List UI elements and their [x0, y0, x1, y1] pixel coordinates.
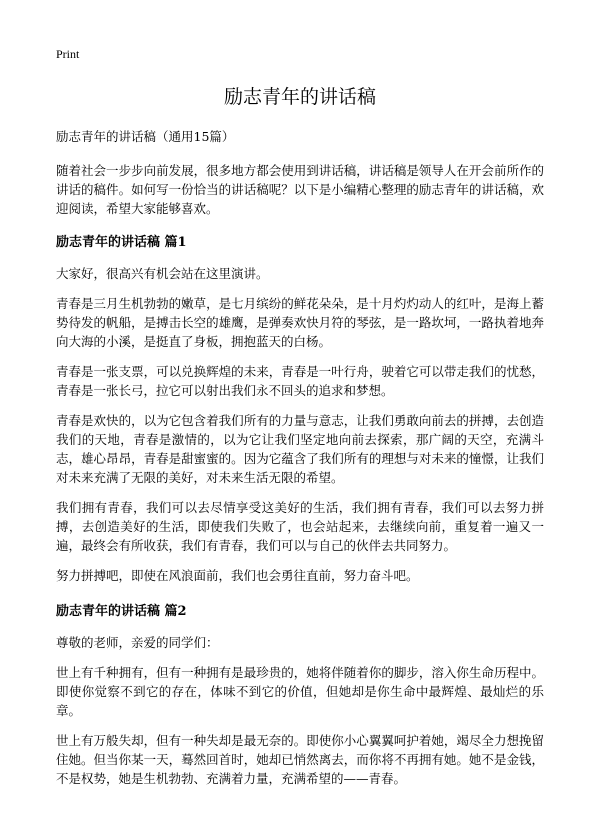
section-1-paragraph-5: 我们拥有青春，我们可以去尽情享受这美好的生活，我们拥有青春，我们可以去努力拼搏，去创造美好的生活，即使我们失败了，也会站起来，去继续向前，重复着一遍又一遍，最终会有所收获，我们有青春，我们可以与自己的伙伴去共同努力。	[56, 500, 544, 553]
section-1-paragraph-1: 大家好，很高兴有机会站在这里演讲。	[56, 266, 269, 281]
section-1-paragraph-4: 青春是欢快的，以为它包含着我们所有的力量与意志，让我们勇敢向前去的拼搏，去创造我们的天地，青春是激情的，以为它让我们坚定地向前去探索，那广阔的天空，充满斗志，雄心昂昂，青春是甜蜜蜜的。因为它蕴含了我们所有的理想与对未来的憧憬，让我们对未来充满了无限的美好，对未来生活无限的希望。	[56, 413, 544, 485]
section-heading-2: 励志青年的讲话稿 篇2	[56, 604, 187, 619]
section-1-paragraph-2: 青春是三月生机勃勃的嫩草，是七月缤纷的鲜花朵朵，是十月灼灼动人的红叶，是海上蓄势待发的帆船，是搏击长空的雄鹰，是弹奏欢快月符的琴弦，是一路坎坷，一路执着地奔向大海的小溪，是挺直了身板，拥抱蓝天的白杨。	[56, 296, 544, 349]
section-1-paragraph-3: 青春是一张支票，可以兑换辉煌的未来，青春是一叶行舟，驶着它可以带走我们的忧愁，青春是一张长弓，拉它可以射出我们永不回头的追求和梦想。	[56, 364, 544, 398]
document-subtitle: 励志青年的讲话稿（通用15篇）	[56, 129, 235, 144]
intro-paragraph: 随着社会一步步向前发展，很多地方都会使用到讲话稿，讲话稿是领导人在开会前所作的讲话的稿件。如何写一份恰当的讲话稿呢？以下是小编精心整理的励志青年的讲话稿，欢迎阅读，希望大家能够喜欢。	[56, 163, 544, 216]
section-2-paragraph-1: 尊敬的老师，亲爱的同学们：	[56, 635, 219, 650]
page-title: 励志青年的讲话稿	[223, 86, 376, 108]
section-1-paragraph-6: 努力拼搏吧，即使在风浪面前，我们也会勇往直前，努力奋斗吧。	[56, 568, 419, 583]
section-heading-1: 励志青年的讲话稿 篇1	[56, 235, 187, 250]
section-2-paragraph-2: 世上有千种拥有，但有一种拥有是最珍贵的，她将伴随着你的脚步，溶入你生命历程中。即使你觉察不到它的存在，体味不到它的价值，但她却是你生命中最辉煌、最灿烂的乐章。	[56, 665, 544, 718]
print-link[interactable]: Print	[56, 47, 80, 61]
section-2-paragraph-3: 世上有万般失却，但有一种失却是最无奈的。即使你小心翼翼呵护着她，竭尽全力想挽留住她。但当你某一天，蓦然回首时，她却已悄然离去，而你将不再拥有她。她不是金钱，不是权势，她是生机勃勃、充满着力量，充满希望的——青春。	[56, 733, 544, 786]
